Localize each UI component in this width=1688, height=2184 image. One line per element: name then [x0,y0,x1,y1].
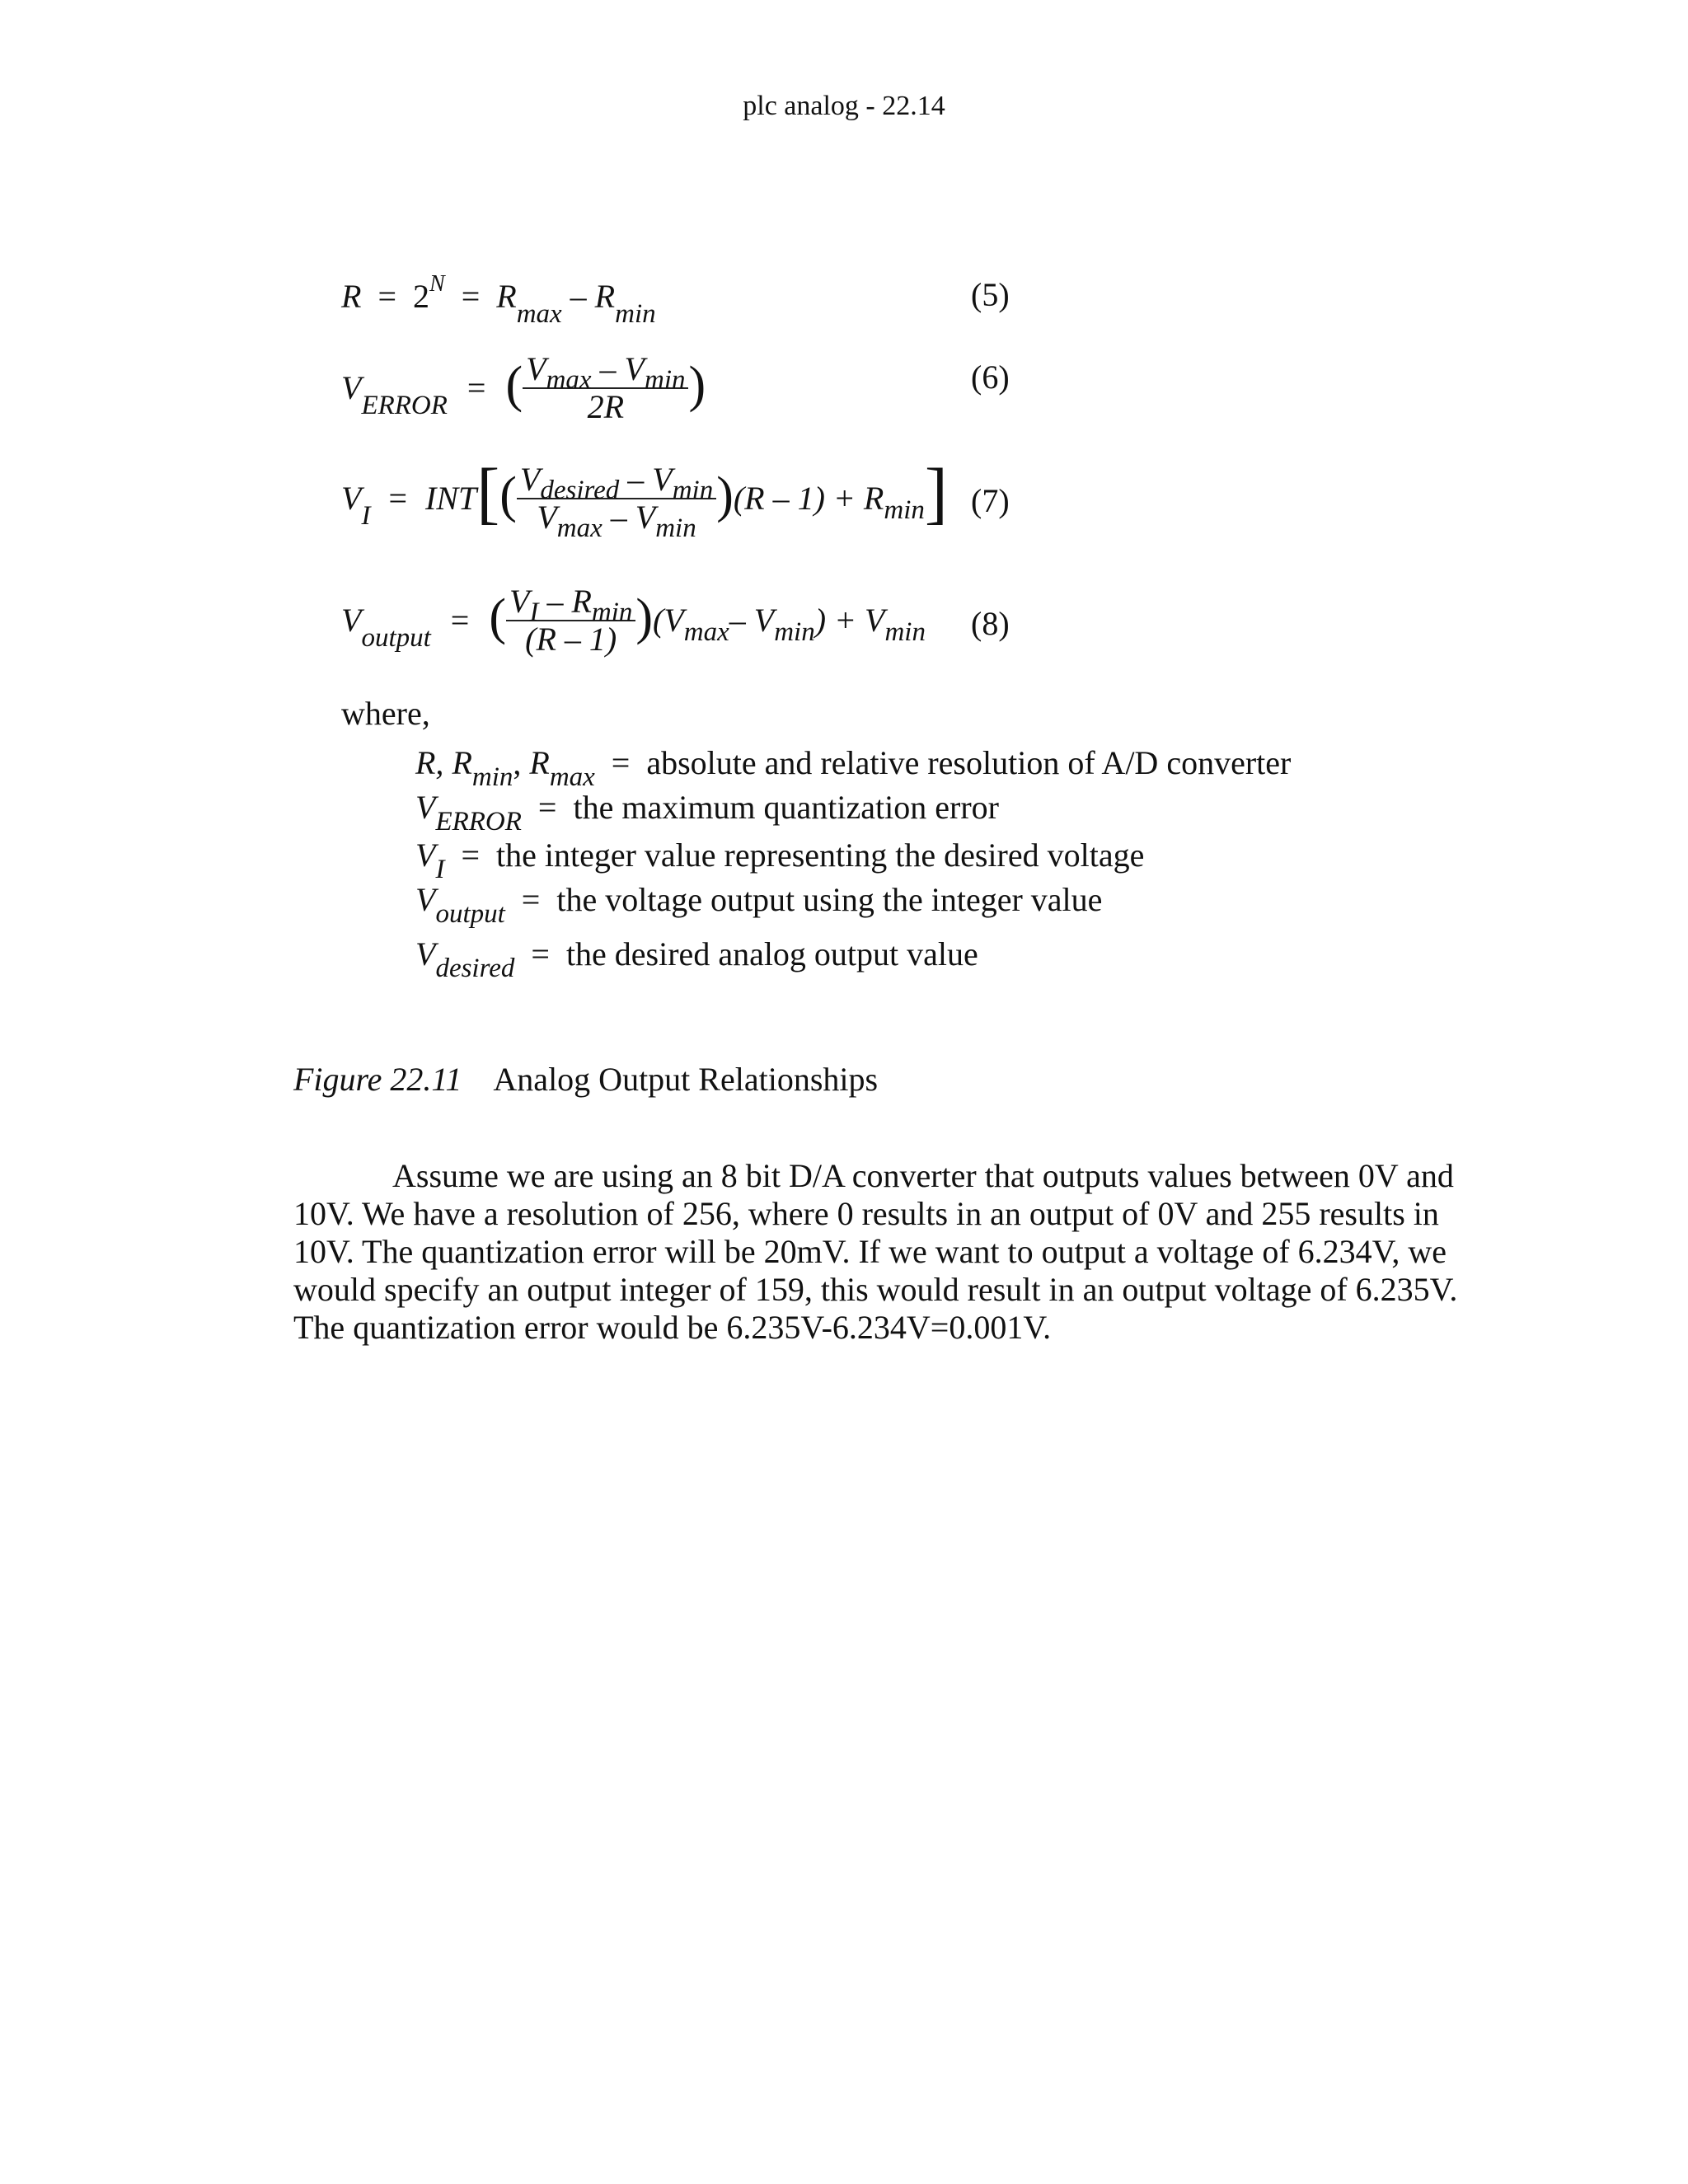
equation-8: $V_{output}$ = ( $\frac{V_I - R_{min}}{(R - 1)}$ )($V_{max}-$ $V_{min}) + V_{min}$ [341,583,926,658]
paragraph-line: The quantization error would be 6.235V-6.234V=0.001V. [293,1309,1052,1346]
definition-resolution: R, $R_{min}$, $R_{max}$ = absolute and relative resolution of A/D converter [415,744,1292,792]
definition-vdesired: $V_{desired}$ = the desired analog output value [415,935,978,983]
equation-7: $V_I = INT$[( $\frac{V_{desired} - V_{min}}{V_{max} - V_{min}}$ )$(R - 1) + R_{min}$] [341,455,948,543]
equation-number-5: (5) [971,276,1010,313]
definition-voutput: $V_{output}$ = the voltage output using the integer value [415,881,1103,929]
figure-title: Analog Output Relationships [493,1061,879,1098]
equation-5: $R = 2^N = R_{max} - R_{min}$ [341,271,656,329]
paragraph-line: 10V. The quantization error will be 20mV. If we want to output a voltage of 6.234V, we [293,1233,1447,1270]
equation-number-7: (7) [971,482,1010,519]
paragraph-line: would specify an output integer of 159, this would result in an output voltage of 6.235V. [293,1271,1458,1308]
definition-verror: $V_{ERROR}$ = the maximum quantization error [415,789,999,837]
equation-number-6: (6) [971,359,1010,396]
equation-number-8: (8) [971,605,1010,642]
paragraph-line: Assume we are using an 8 bit D/A converter that outputs values between 0V and [392,1157,1454,1194]
page-header: plc analog - 22.14 [743,91,945,121]
equation-6: $V_{ERROR}$ = ( $\frac{V_{max} - V_{min}}{2R}$ ) [341,350,706,425]
figure-label: Figure 22.11 [293,1061,462,1098]
definition-vi: $V_I$ = the integer value representing the desired voltage [415,837,1145,884]
figure-caption [293,1060,878,1099]
where-label: where, [341,695,430,732]
paragraph-line: 10V. We have a resolution of 256, where 0 results in an output of 0V and 255 results in [293,1195,1439,1232]
body-paragraph [293,1157,1458,1347]
